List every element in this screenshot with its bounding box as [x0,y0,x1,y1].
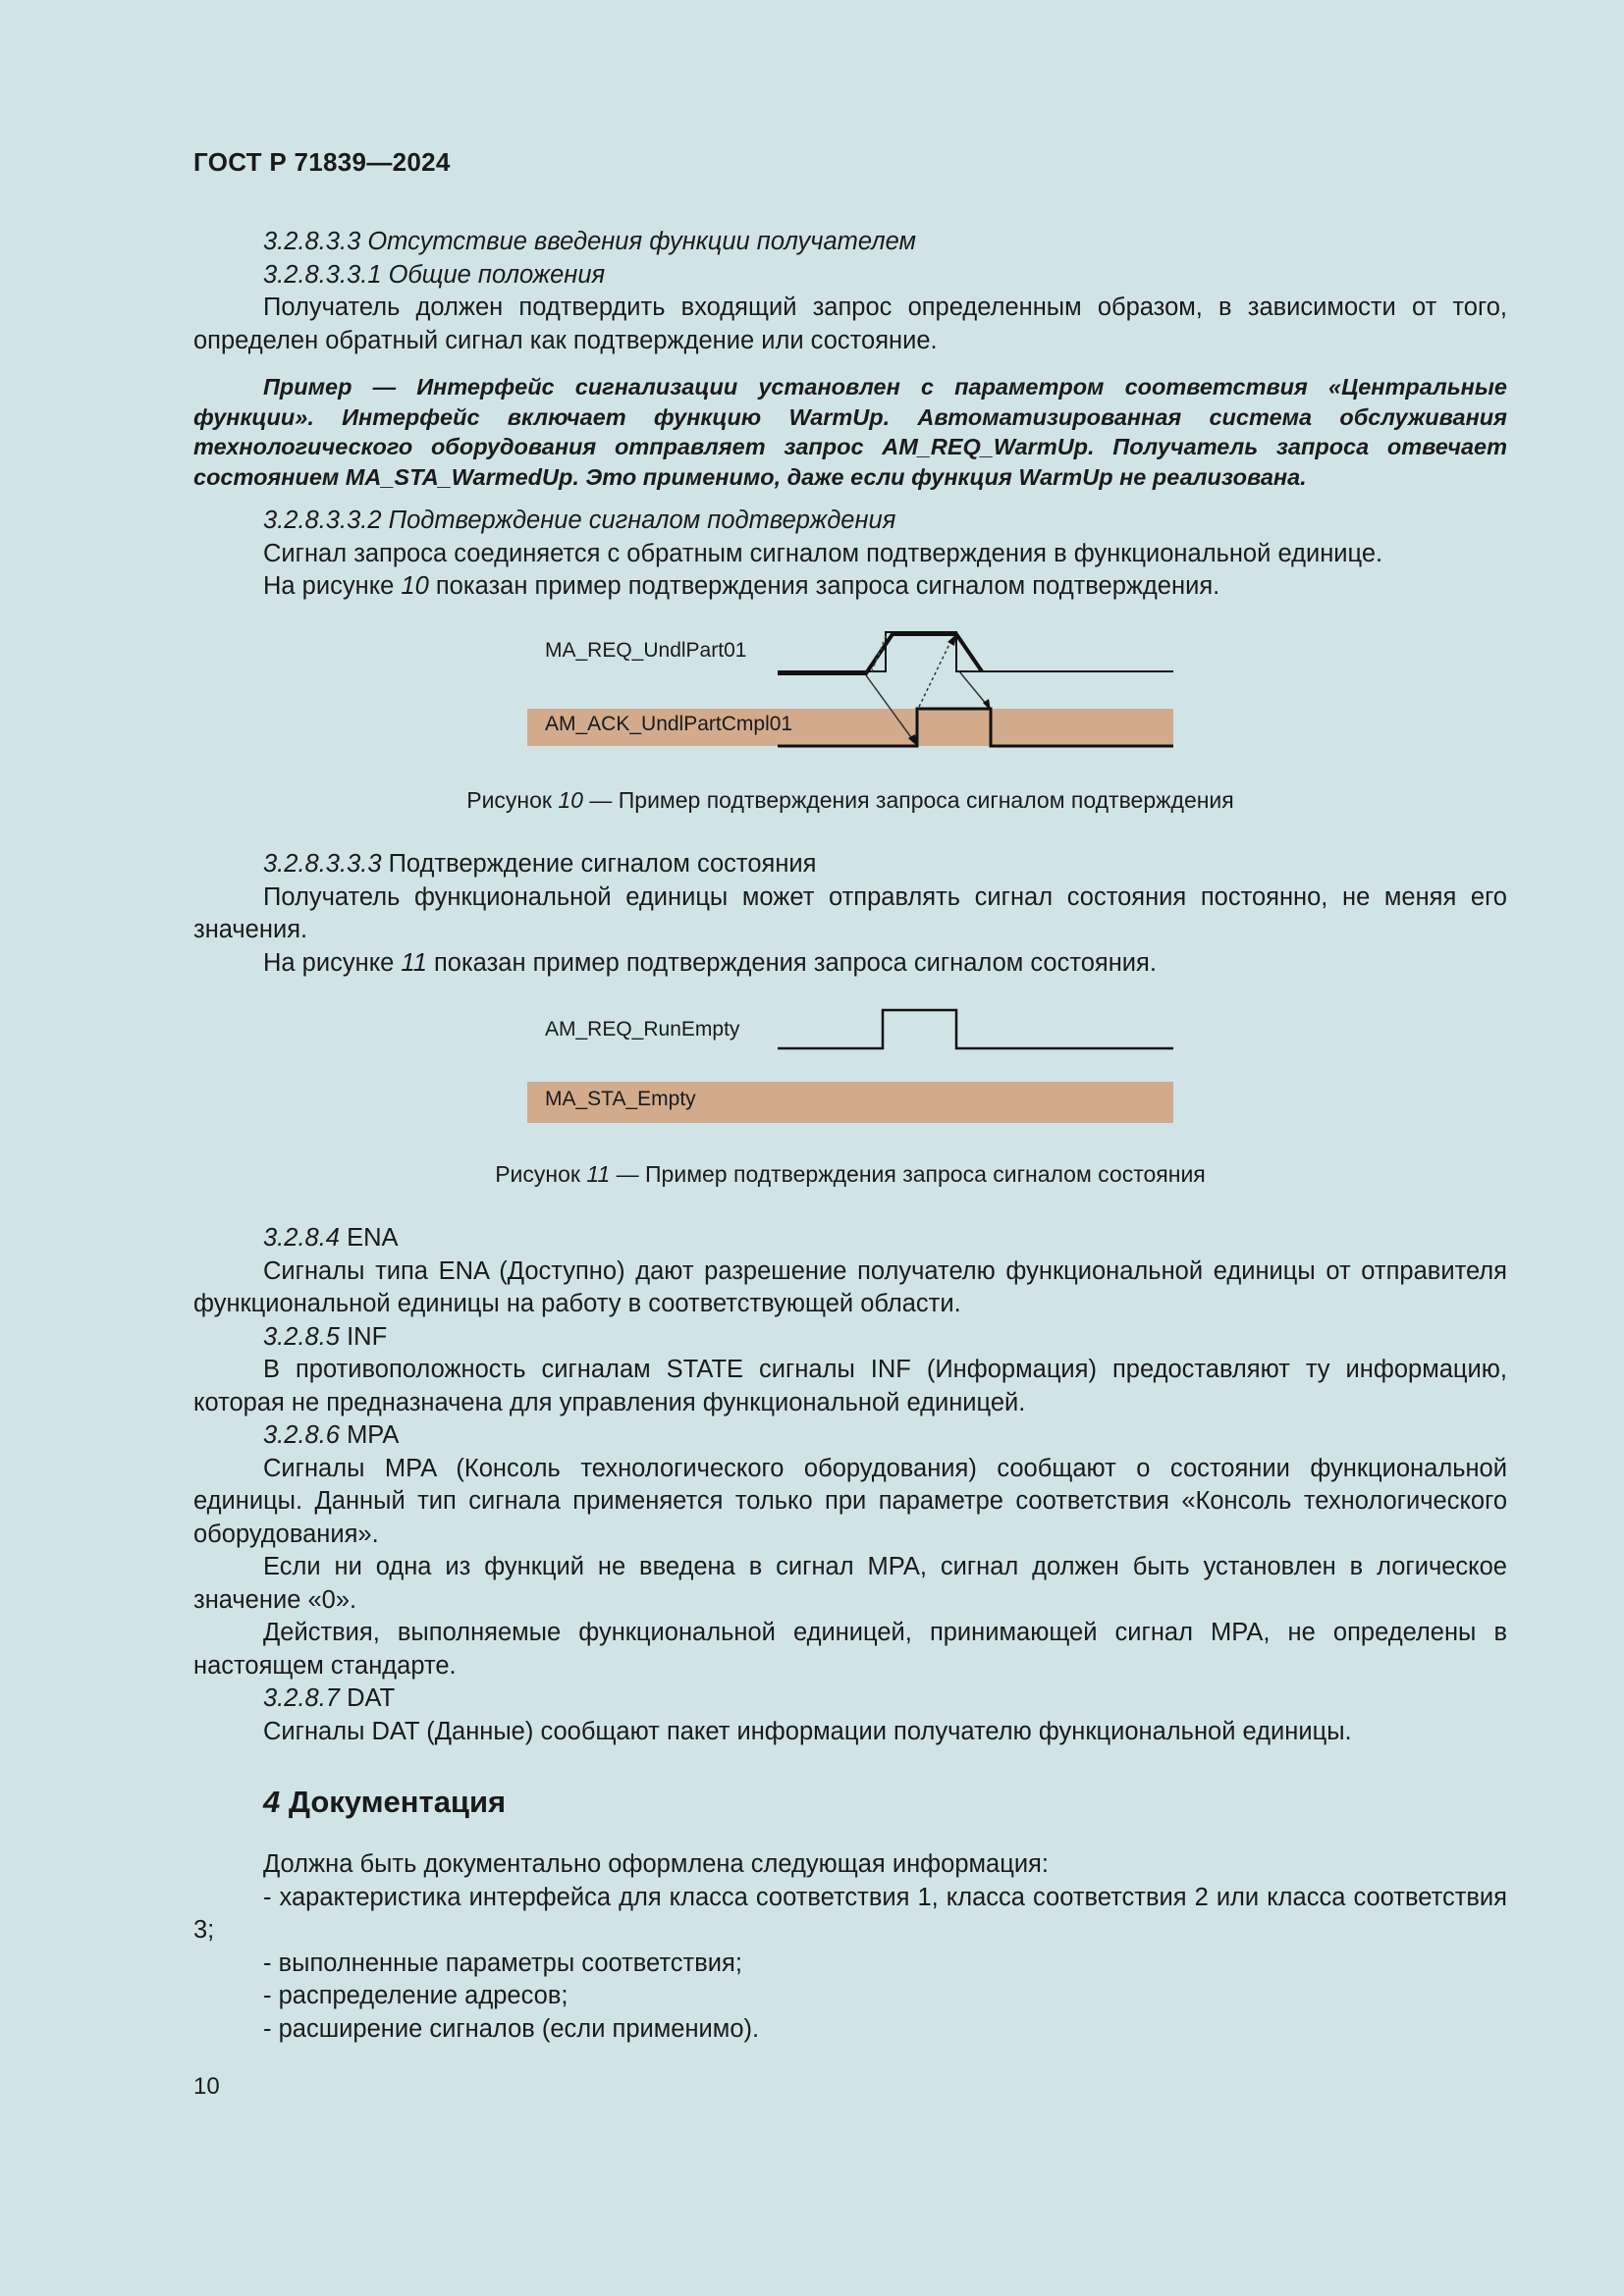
signal-label-ack: AM_ACK_UndlPartCmpl01 [545,713,793,735]
paragraph: Получатель должен подтвердить входящий запрос определенным образом, в зависимости от того, определен обратный сигнал как подтверждение или состояние. [193,294,1507,354]
text-block-1 [193,226,1507,357]
figure-10-timing-diagram [527,626,1175,756]
arrow-req-to-ack [866,675,913,740]
signal-label-req: AM_REQ_RunEmpty [545,1018,740,1041]
arrow-ack-to-req [919,640,951,707]
example-block [193,372,1507,492]
example-note: Пример — Интерфейс сигнализации установлен с параметром соответствия «Центральные функции». Интерфейс включает функцию WarmUp. Автоматизированная система обслуживания технологического оборудования отправляет запрос AM_REQ_WarmUp. Получатель запроса отвечает состоянием MA_STA_WarmedUp. Это применимо, даже если функция WarmUp не реализована. [193,374,1507,490]
list-item: - выполненные параметры соответствия; [263,1949,742,1977]
section-heading-3.2.8.5: 3.2.8.5 INF [263,1322,388,1351]
figure-10-caption: Рисунок 10 — Пример подтверждения запроса сигналом подтверждения [466,787,1234,813]
paragraph: В противоположность сигналам STATE сигналы INF (Информация) предоставляют ту информацию, которая не предназначена для управления функциональной единицей. [193,1356,1507,1416]
paragraph: Сигналы типа ENA (Доступно) дают разрешение получателю функциональной единицы от отправителя функциональной единицы на работу в соответствующей области. [193,1256,1507,1317]
paragraph: Сигналы DAT (Данные) сообщают пакет информации получателю функциональной единицы. [263,1717,1352,1745]
req-waveform [778,1010,1173,1048]
paragraph: Должна быть документально оформлена следующая информация: [263,1850,1049,1878]
section-4 [193,1785,1507,1820]
page-number: 10 [193,2073,220,2100]
document-header: ГОСТ Р 71839—2024 [193,147,451,177]
section-heading-3.2.8.3.3.1: 3.2.8.3.3.1 Общие положения [263,260,606,289]
paragraph: На рисунке 11 показан пример подтверждения запроса сигналом состояния. [263,948,1157,977]
dashed-connector [872,636,886,671]
text-block-4 [193,1222,1507,1748]
paragraph: Сигналы MPA (Консоль технологического оборудования) сообщают о состоянии функциональной единицы. Данный тип сигнала применяется только при параметре соответствия «Консоль технологического оборудования». [193,1454,1507,1548]
paragraph: Действия, выполняемые функциональной единицей, принимающей сигнал MPA, не определены в настоящем стандарте. [193,1619,1507,1680]
section-heading-4: 4 Документация [263,1785,507,1819]
paragraph: Сигнал запроса соединяется с обратным сигналом подтверждения в функциональной единице. [263,539,1383,567]
text-block-5 [193,1848,1507,2046]
list-item: - расширение сигналов (если применимо). [263,2014,760,2043]
arrow-req-fall-to-ack [959,671,987,705]
section-heading-3.2.8.3.3.2: 3.2.8.3.3.2 Подтверждение сигналом подтверждения [263,507,896,534]
signal-label-status: MA_STA_Empty [545,1088,696,1110]
section-heading-3.2.8.3.3.3: 3.2.8.3.3.3 Подтверждение сигналом состояния [263,850,817,878]
section-heading-3.2.8.3.3: 3.2.8.3.3 Отсутствие введения функции получателем [263,228,917,255]
text-block-2 [193,505,1507,604]
paragraph: Если ни одна из функций не введена в сигнал MPA, сигнал должен быть установлен в логическое значение «0». [193,1553,1507,1614]
timing-waveforms [527,626,1175,756]
text-block-3 [193,848,1507,980]
ack-waveform [778,709,1173,746]
list-item: - характеристика интерфейса для класса соответствия 1, класса соответствия 2 или класса соответствия 3; [193,1883,1507,1944]
section-heading-3.2.8.4: 3.2.8.4 ENA [263,1224,399,1252]
paragraph: Получатель функциональной единицы может отправлять сигнал состояния постоянно, не меняя его значения. [193,882,1507,943]
timing-waveforms [527,1005,1175,1125]
paragraph: На рисунке 10 показан пример подтверждения запроса сигналом подтверждения. [263,572,1220,600]
figure-11-timing-diagram [527,1005,1175,1125]
signal-label-req: MA_REQ_UndlPart01 [545,639,747,662]
list-item: - распределение адресов; [263,1982,568,2009]
section-heading-3.2.8.7: 3.2.8.7 DAT [263,1684,396,1712]
figure-11-caption: Рисунок 11 — Пример подтверждения запроса сигналом состояния [495,1161,1206,1187]
section-heading-3.2.8.6: 3.2.8.6 MPA [263,1421,400,1449]
